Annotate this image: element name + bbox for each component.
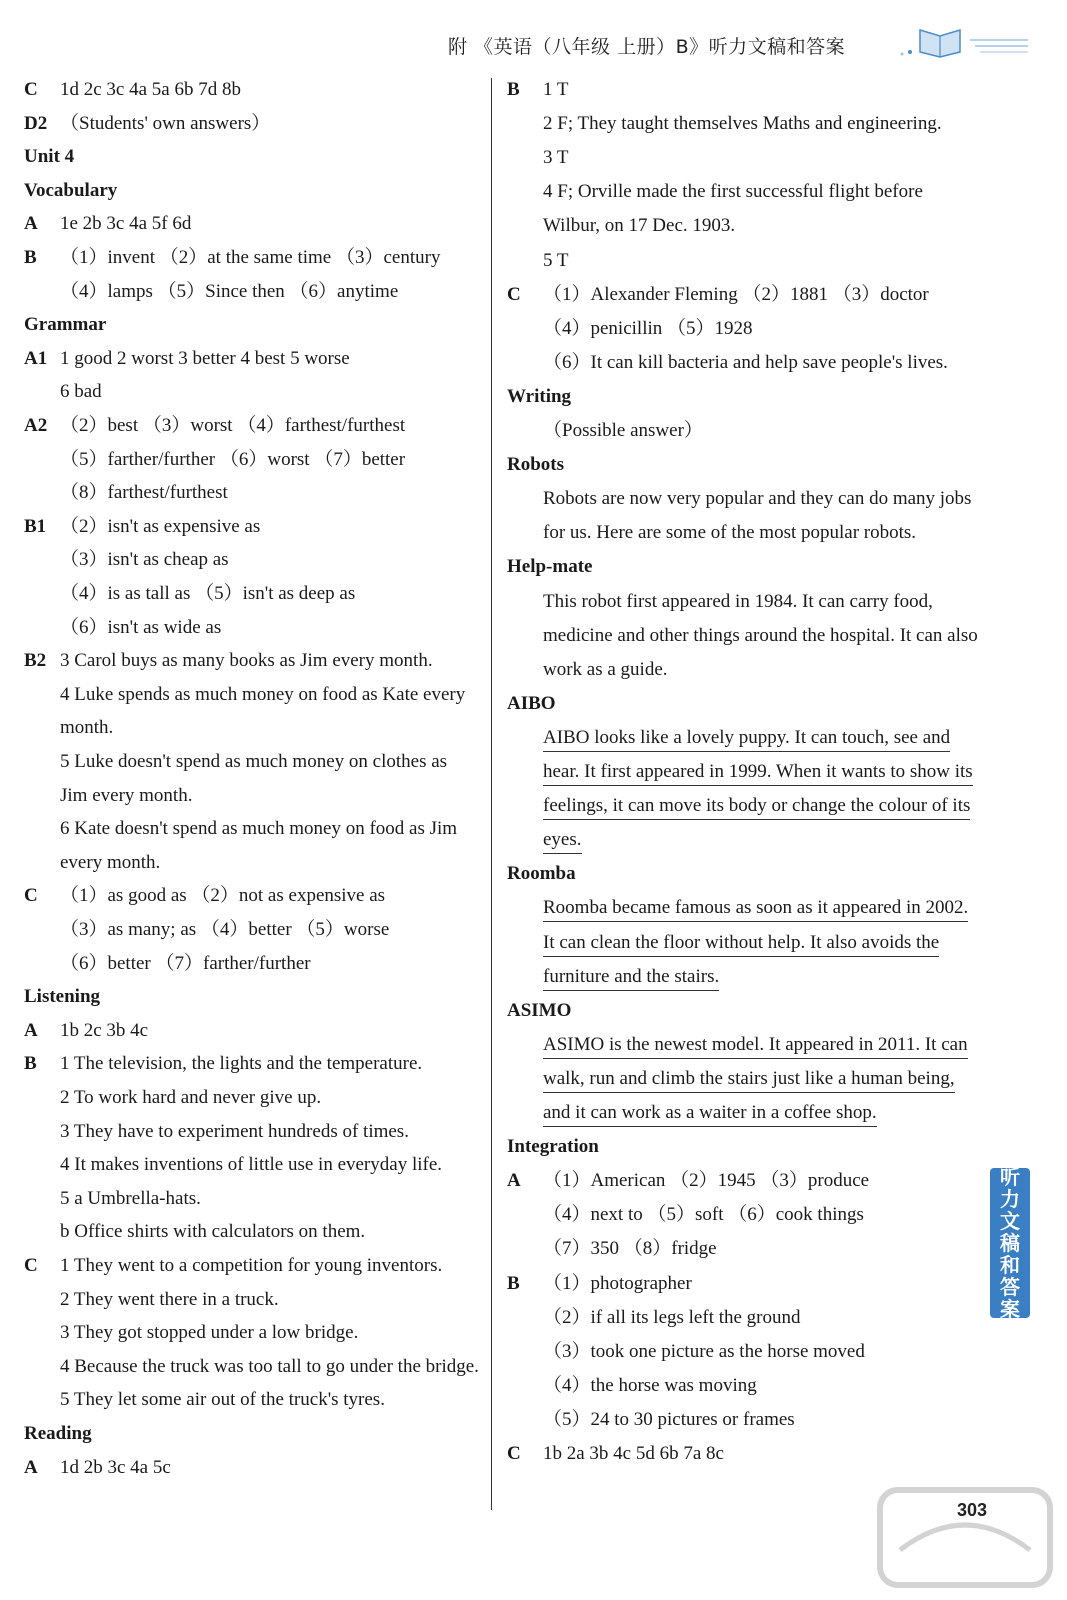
answer-text: （1）Alexander Fleming （2）1881 （3）doctor — [543, 283, 929, 305]
section-heading: ASIMO — [507, 999, 572, 1021]
page-header-title: 附 《英语（八年级 上册）B》听力文稿和答案 — [448, 36, 846, 58]
side-tab-char: 稿 — [1000, 1231, 1020, 1255]
answer-line — [24, 481, 228, 505]
answer-line — [24, 582, 355, 606]
side-tab-char: 文 — [1000, 1209, 1020, 1233]
answer-line — [24, 280, 398, 304]
answer-line — [24, 1456, 171, 1480]
answer-line — [507, 351, 948, 375]
question-label: C — [507, 1443, 521, 1464]
answer-line — [507, 1203, 864, 1227]
answer-line — [24, 212, 191, 236]
question-label: B — [507, 1272, 520, 1294]
answer-text: （1）as good as （2）not as expensive as — [60, 885, 386, 907]
answer-line — [507, 1272, 692, 1296]
section-heading: Grammar — [24, 314, 107, 336]
answer-text: Roomba became famous as soon as it appeared in 2002. — [543, 897, 968, 922]
section-side-tab — [990, 1165, 1030, 1321]
answer-text: （2）isn't as expensive as — [60, 515, 261, 537]
answer-text: every month. — [60, 851, 161, 873]
section-heading: Writing — [507, 385, 572, 407]
side-tab-char: 力 — [1000, 1187, 1020, 1211]
question-label: B — [24, 1053, 37, 1075]
section-heading: Listening — [24, 986, 101, 1008]
answer-line — [24, 112, 270, 136]
answer-line — [507, 283, 929, 307]
section-heading: Roomba — [507, 863, 576, 885]
answer-line — [507, 78, 569, 102]
question-label: B1 — [24, 515, 47, 537]
answer-text: work as a guide. — [543, 658, 668, 680]
answer-line — [24, 784, 192, 808]
answer-text: Jim every month. — [60, 784, 193, 806]
answer-line — [24, 716, 113, 740]
answer-text: （3）isn't as cheap as — [60, 549, 229, 571]
answer-line — [507, 1340, 865, 1364]
question-label: B — [507, 79, 520, 100]
answer-text: （5）24 to 30 pictures or frames — [543, 1408, 795, 1430]
answer-line — [24, 1388, 385, 1412]
answer-line — [507, 214, 735, 238]
answer-text: Robots are now very popular and they can do many jobs — [543, 488, 972, 510]
answer-text: （4）next to （5）soft （6）cook things — [543, 1204, 864, 1226]
answer-line — [507, 1169, 869, 1193]
answer-line — [507, 317, 753, 341]
answer-text: 5 They let some air out of the truck's tyres. — [60, 1389, 385, 1411]
answer-text: 2 F; They taught themselves Maths and engineering. — [543, 113, 942, 135]
answer-text: medicine and other things around the hospital. It can also — [543, 624, 978, 646]
answer-text: 4 F; Orville made the first successful flight before — [543, 181, 923, 203]
answer-text: （6）It can kill bacteria and help save people's lives. — [543, 351, 948, 373]
answer-line — [507, 1067, 955, 1091]
question-label: C — [24, 79, 38, 100]
question-label: C — [507, 283, 521, 305]
answer-line — [507, 726, 950, 750]
answer-line — [507, 828, 582, 852]
answer-text: （6）isn't as wide as — [60, 616, 222, 638]
answer-text: （Possible answer） — [543, 420, 703, 441]
section-heading: Robots — [507, 454, 565, 476]
answer-line — [507, 1374, 757, 1398]
answer-line — [507, 180, 923, 204]
answer-text: walk, run and climb the stairs just like a human being, — [543, 1068, 955, 1093]
answer-line — [24, 750, 447, 774]
answer-text: 3 They have to experiment hundreds of times. — [60, 1120, 409, 1142]
answer-text: （7）350 （8）fridge — [543, 1238, 717, 1260]
answer-line — [24, 851, 160, 875]
question-label: A — [24, 1456, 38, 1478]
answer-line — [507, 931, 939, 955]
answer-text: 3 Carol buys as many books as Jim every month. — [60, 650, 433, 672]
answer-line — [24, 1288, 279, 1312]
answer-line — [24, 548, 229, 572]
answer-line — [507, 1033, 968, 1057]
answer-text: 5 a Umbrella-hats. — [60, 1187, 201, 1209]
answer-line — [24, 78, 241, 102]
answer-line — [507, 1237, 717, 1261]
answer-text: （1）invent （2）at the same time （3）century — [60, 247, 441, 268]
answer-text: hear. It first appeared in 1999. When it wants to show its — [543, 761, 973, 786]
column-divider — [491, 78, 492, 1510]
answer-line — [24, 616, 221, 640]
answer-text: （Students' own answers） — [60, 112, 271, 134]
question-label: C — [24, 885, 38, 907]
answer-text: This robot first appeared in 1984. It can carry food, — [543, 590, 933, 612]
answer-text: （4）lamps （5）Since then （6）anytime — [60, 280, 399, 302]
section-heading: Reading — [24, 1423, 92, 1444]
answer-line — [24, 414, 405, 438]
answer-text: AIBO looks like a lovely puppy. It can touch, see and — [543, 727, 950, 752]
answer-line — [24, 347, 350, 371]
answer-text: （4）is as tall as （5）isn't as deep as — [60, 583, 356, 604]
answer-text: （2）if all its legs left the ground — [543, 1306, 801, 1328]
answer-line — [507, 760, 973, 784]
question-label: A — [24, 213, 38, 235]
side-tab-char: 听 — [1000, 1165, 1020, 1189]
answer-line — [24, 1052, 422, 1076]
answer-text: 1 T — [543, 79, 569, 100]
question-label: A — [24, 1019, 38, 1041]
answer-text: 1e 2b 3c 4a 5f 6d — [60, 213, 192, 235]
answer-line — [507, 487, 971, 511]
answer-text: and it can work as a waiter in a coffee shop. — [543, 1102, 877, 1127]
answer-line — [24, 952, 311, 976]
answer-line — [507, 794, 970, 818]
answer-line — [507, 1408, 795, 1432]
answer-line — [507, 624, 978, 648]
side-tab-char: 答 — [1000, 1275, 1020, 1299]
answer-line — [24, 246, 440, 270]
answer-text: （6）better （7）farther/further — [60, 952, 311, 974]
answer-line — [507, 1306, 801, 1330]
answer-text: （4）the horse was moving — [543, 1374, 757, 1396]
answer-text: 1b 2c 3b 4c — [60, 1019, 149, 1041]
answer-line — [507, 419, 703, 443]
answer-line — [24, 649, 433, 673]
book-logo-icon — [880, 22, 1030, 62]
answer-text: 1 The television, the lights and the temperature. — [60, 1053, 423, 1075]
answer-line — [507, 112, 942, 136]
answer-text: （5）farther/further （6）worst （7）better — [60, 448, 406, 470]
section-heading: Vocabulary — [24, 179, 118, 201]
answer-text: （2）best （3）worst （4）farthest/furthest — [60, 415, 406, 436]
answer-line — [507, 146, 569, 170]
answer-line — [24, 448, 405, 472]
answer-text: 4 Luke spends as much money on food as Kate every — [60, 683, 466, 705]
answer-line — [507, 1101, 877, 1125]
answer-line — [24, 380, 102, 404]
watermark-logo-icon — [870, 1480, 1060, 1595]
page-number: 303 — [957, 1500, 988, 1520]
answer-line — [507, 1442, 724, 1466]
answer-line — [24, 515, 260, 539]
answer-text: 6 bad — [60, 381, 102, 403]
answer-text: b Office shirts with calculators on them. — [60, 1221, 366, 1243]
answer-text: 5 T — [543, 249, 569, 271]
answer-line — [24, 1153, 442, 1177]
answer-line — [507, 658, 668, 682]
answer-line — [507, 965, 719, 989]
answer-line — [24, 1254, 442, 1278]
answer-text: 1 They went to a competition for young inventors. — [60, 1255, 443, 1276]
answer-text: 4 It makes inventions of little use in everyday life. — [60, 1154, 443, 1176]
answer-text: 1d 2c 3c 4a 5a 6b 7d 8b — [60, 79, 241, 100]
answer-line — [24, 1220, 365, 1244]
answer-text: ASIMO is the newest model. It appeared in 2011. It can — [543, 1034, 968, 1059]
answer-line — [24, 918, 389, 942]
answer-text: 3 T — [543, 147, 569, 169]
answer-text: eyes. — [543, 829, 582, 854]
side-tab-char: 案 — [1000, 1297, 1020, 1321]
answer-text: It can clean the floor without help. It also avoids the — [543, 932, 939, 957]
answer-text: 4 Because the truck was too tall to go under the bridge. — [60, 1355, 479, 1377]
question-label: C — [24, 1255, 38, 1276]
answer-text: furniture and the stairs. — [543, 966, 719, 991]
answer-line — [507, 896, 968, 920]
answer-text: （3）took one picture as the horse moved — [543, 1340, 865, 1362]
answer-line — [24, 1187, 201, 1211]
answer-line — [507, 249, 569, 273]
answer-text: month. — [60, 717, 114, 739]
page-header — [0, 0, 1067, 70]
answer-line — [24, 1086, 321, 1110]
section-heading: AIBO — [507, 692, 556, 714]
section-heading: Integration — [507, 1136, 599, 1158]
question-label: D2 — [24, 112, 48, 134]
answer-text: 6 Kate doesn't spend as much money on food as Jim — [60, 818, 458, 840]
answer-line — [24, 884, 385, 908]
question-label: A — [507, 1170, 521, 1192]
answer-text: （8）farthest/furthest — [60, 482, 228, 504]
answer-text: （1）American （2）1945 （3）produce — [543, 1170, 870, 1192]
answer-text: 1 good 2 worst 3 better 4 best 5 worse — [60, 347, 350, 369]
answer-line — [24, 1355, 479, 1379]
answer-line — [24, 683, 465, 707]
answer-text: （1）photographer — [543, 1272, 692, 1294]
answer-line — [24, 1120, 409, 1144]
answer-text: 1d 2b 3c 4a 5c — [60, 1456, 171, 1478]
answer-text: 3 They got stopped under a low bridge. — [60, 1322, 359, 1344]
answer-line — [24, 1019, 148, 1043]
answer-text: feelings, it can move its body or change the colour of its — [543, 795, 970, 820]
answer-text: 1b 2a 3b 4c 5d 6b 7a 8c — [543, 1443, 724, 1464]
section-heading: Help-mate — [507, 556, 593, 578]
section-heading: Unit 4 — [24, 146, 75, 168]
answer-line — [507, 521, 916, 545]
answer-text: for us. Here are some of the most popular robots. — [543, 522, 917, 544]
answer-text: 2 They went there in a truck. — [60, 1288, 279, 1310]
answer-line — [24, 1321, 358, 1345]
answer-text: Wilbur, on 17 Dec. 1903. — [543, 215, 736, 237]
question-label: B — [24, 247, 37, 268]
answer-text: （3）as many; as （4）better （5）worse — [60, 919, 390, 940]
question-label: A1 — [24, 347, 48, 369]
side-tab-char: 和 — [1000, 1253, 1020, 1277]
answer-text: 5 Luke doesn't spend as much money on clothes as — [60, 751, 448, 772]
answer-line — [24, 817, 457, 841]
answer-text: （4）penicillin （5）1928 — [543, 317, 753, 339]
question-label: B2 — [24, 650, 47, 672]
answer-text: 2 To work hard and never give up. — [60, 1087, 322, 1108]
answer-line — [507, 590, 933, 614]
question-label: A2 — [24, 415, 48, 436]
